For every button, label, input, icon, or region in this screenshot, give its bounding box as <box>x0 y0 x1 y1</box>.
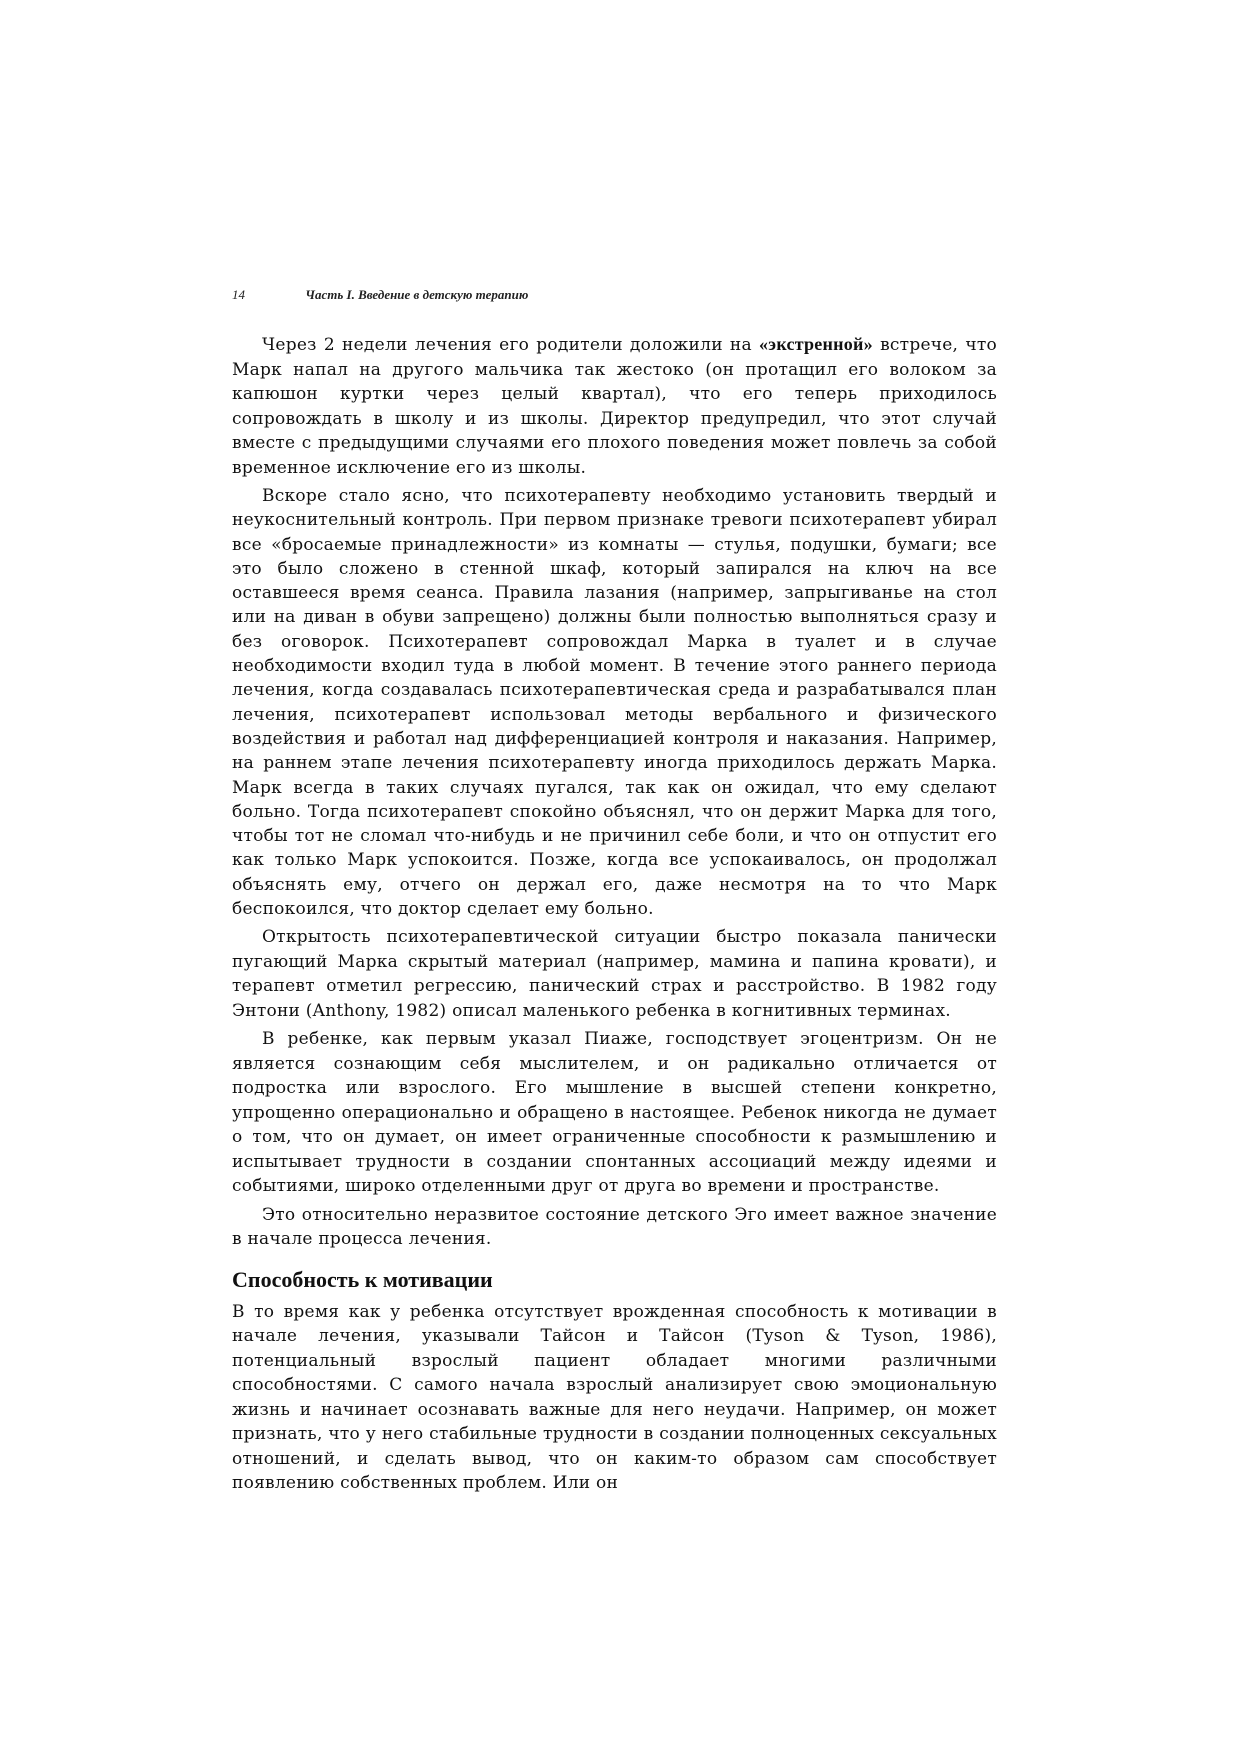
paragraph-emergency-meeting <box>232 332 997 480</box>
paragraph-ego-state: Это относительно неразвитое состояние детского Эго имеет важное значение в начале процесса лечения. <box>232 1204 997 1250</box>
emphasized-word: «экстренной» <box>759 334 873 354</box>
page-number: 14 <box>232 287 245 302</box>
running-header <box>232 287 997 303</box>
paragraph-egocentrism: В ребенке, как первым указал Пиаже, господствует эгоцентризм. Он не является сознающим себя мыслителем, и он радикально отличается от подростка или взрослого. Его мышление в высшей степени конкретно, упрощенно операционально и обращено в настоящее. Ребенок никогда не думает о том, что он думает, он имеет ограниченные способности к размышлению и испытывает трудности в создании спонтанных ассоциаций между идеями и событиями, широко отделенными друг от друга во времени и пространстве. <box>232 1029 997 1197</box>
section-heading: Способность к мотивации <box>232 1266 493 1292</box>
body-text <box>232 332 997 1500</box>
paragraph-1-start: Через 2 недели лечения его родители доложили на <box>262 335 760 355</box>
paragraph-openness: Открытость психотерапевтической ситуации быстро показала панически пугающий Марка скрытый материал (например, мамина и папина кровати), и терапевт отметил регрессию, панический страх и расстройство. В 1982 году Энтони (Anthony, 1982) описал маленького ребенка в когнитивных терминах. <box>232 927 997 1021</box>
paragraph-control: Вскоре стало ясно, что психотерапевту необходимо установить твердый и неукоснительный контроль. При первом признаке тревоги психотерапевт убирал все «бросаемые принадлежности» из комнаты — стулья, подушки, бумаги; все это было сложено в стенной шкаф, который запирался на ключ на все оставшееся время сеанса. Правила лазания (например, запрыгиванье на стол или на диван в обуви запрещено) должны были полностью выполняться сразу и без оговорок. Психотерапевт сопровождал Марка в туалет и в случае необходимости входил туда в любой момент. В течение этого раннего периода лечения, когда создавалась психотерапевтическая среда и разрабатывался план лечения, психотерапевт использовал методы вербального и физического воздействия и работал над дифференциацией контроля и наказания. Например, на раннем этапе лечения психотерапевту иногда приходилось держать Марка. Марк всегда в таких случаях пугался, так как он ожидал, что ему сделают больно. Тогда психотерапевт спокойно объяснял, что он держит Марка для того, чтобы тот не сломал что-нибудь и не причинил себе боли, и что он отпустит его как только Марк успокоится. Позже, когда все успокаивалось, он продолжал объяснять ему, отчего он держал его, даже несмотря на то что Марк беспокоился, что доктор сделает ему больно. <box>232 486 997 920</box>
book-page <box>232 0 997 1754</box>
paragraph-motivation: В то время как у ребенка отсутствует врожденная способность к мотивации в начале лечения, указывали Тайсон и Тайсон (Tyson & Tyson, 1986), потенциальный взрослый пациент обладает многими различными способностями. С самого начала взрослый анализирует свою эмоциональную жизнь и начинает осознавать важные для него неудачи. Например, он может признать, что у него стабильные трудности в создании полноценных сексуальных отношений, и сделать вывод, что он каким-то образом сам способствует появлению собственных проблем. Или он <box>232 1301 997 1494</box>
chapter-title: Часть I. Введение в детскую терапию <box>305 287 529 302</box>
paragraph-1-rest: встрече, что Марк напал на другого мальчика так жестоко (он протащил его волоком за капюшон куртки через целый квартал), что его теперь приходилось сопровождать в школу и из школы. Директор предупредил, что этот случай вместе с предыдущими случаями его плохого поведения может повлечь за собой временное исключение его из школы. <box>232 335 997 478</box>
